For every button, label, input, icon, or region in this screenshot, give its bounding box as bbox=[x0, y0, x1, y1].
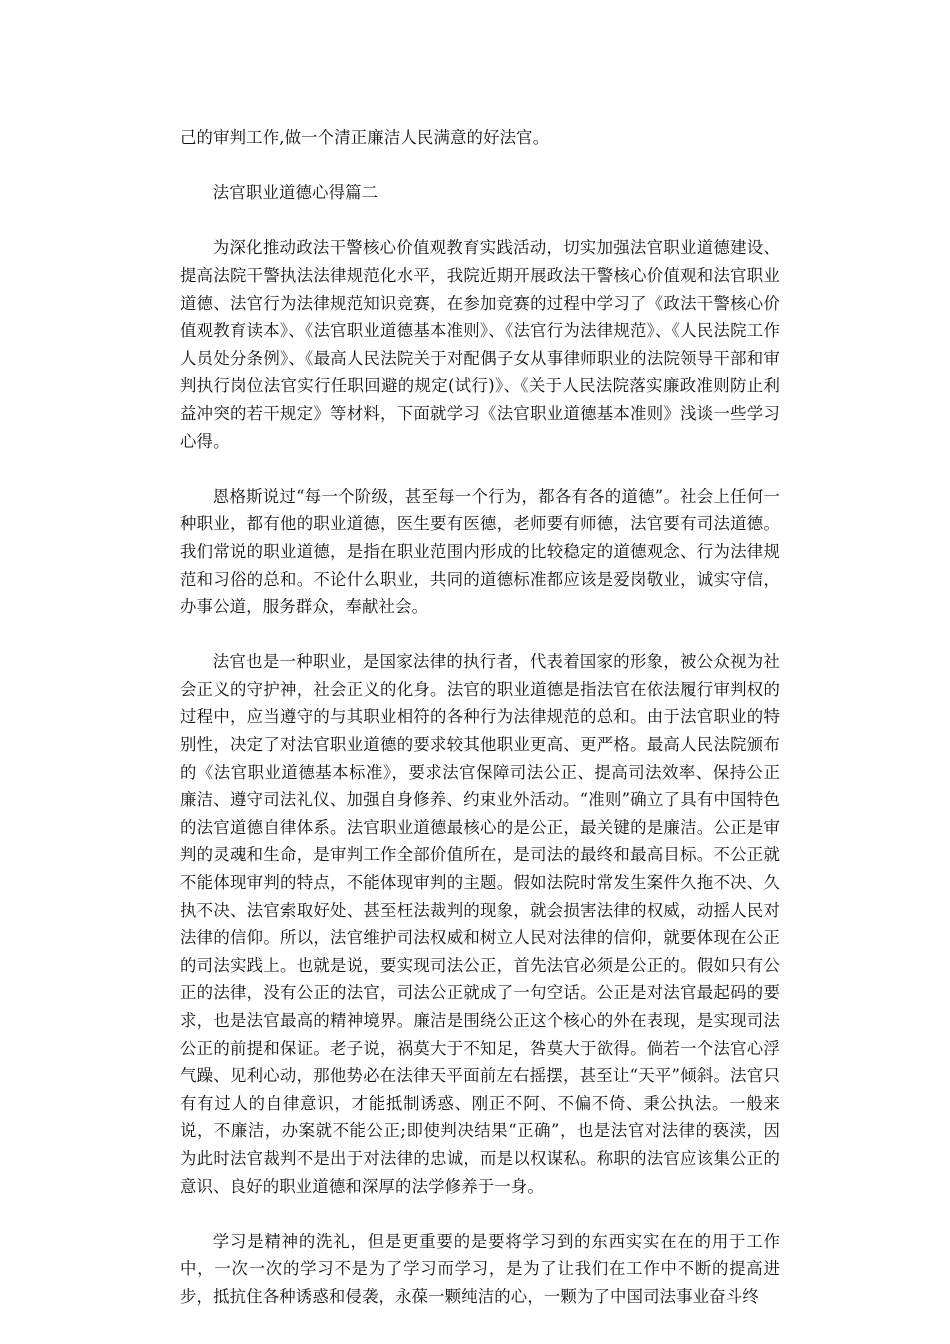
body-paragraph-study: 学习是精神的洗礼，但是更重要的是要将学习到的东西实实在在的用于工作中，一次一次的学习不是为了学习而学习，是为了让我们在工作中不断的提高进步，抵抗住各种诱惑和侵袭，永葆一颗纯洁的心，一颗为了中国司法事业奋斗终 bbox=[180, 1231, 780, 1306]
body-paragraph-intro: 为深化推动政法干警核心价值观教育实践活动，切实加强法官职业道德建设、提高法院干警执法法律规范化水平，我院近期开展政法干警核心价值观和法官职业道德、法官行为法律规范知识竞赛，在参加竞赛的过程中学习了《政法干警核心价值观教育读本》、《法官职业道德基本准则》、《法官行为法律规范》、《人民法院工作人员处分条例》、《最高人民法院关于对配偶子女从事律师职业的法院领导干部和审判执行岗位法官实行任职回避的规定(试行)》、《关于人民法院落实廉政准则防止利益冲突的若干规定》等材料，下面就学习《法官职业道德基本准则》浅谈一些学习心得。 bbox=[180, 238, 780, 451]
document-body bbox=[180, 124, 780, 1338]
continuation-paragraph: 己的审判工作,做一个清正廉洁人民满意的好法官。 bbox=[180, 128, 550, 147]
body-paragraph-engels: 恩格斯说过“每一个阶级，甚至每一个行为，都各有各的道德”。社会上任何一种职业，都有他的职业道德，医生要有医德，老师要有师德，法官要有司法道德。我们常说的职业道德，是指在职业范围内形成的比较稳定的道德观念、行为法律规范和习俗的总和。不论什么职业，共同的道德标准都应该是爱岗敬业，诚实守信，办事公道，服务群众，奉献社会。 bbox=[180, 486, 780, 617]
section-heading: 法官职业道德心得篇二 bbox=[212, 183, 379, 203]
body-paragraph-judge-ethics: 法官也是一种职业，是国家法律的执行者，代表着国家的形象，被公众视为社会正义的守护神，社会正义的化身。法官的职业道德是指法官在依法履行审判权的过程中，应当遵守的与其职业相符的各种行为法律规范的总和。由于法官职业的特别性，决定了对法官职业道德的要求较其他职业更高、更严格。最高人民法院颁布的《法官职业道德基本标准》，要求法官保障司法公正、提高司法效率、保持公正廉洁、遵守司法礼仪、加强自身修养、约束业外活动。“准则”确立了具有中国特色的法官道德自律体系。法官职业道德最核心的是公正，最关键的是廉洁。公正是审判的灵魂和生命，是审判工作全部价值所在，是司法的最终和最高目标。不公正就不能体现审判的特点，不能体现审判的主题。假如法院时常发生案件久拖不决、久执不决、法官索取好处、甚至枉法裁判的现象，就会损害法律的权威，动摇人民对法律的信仰。所以，法官维护司法权威和树立人民对法律的信仰，就要体现在公正的司法实践上。也就是说，要实现司法公正，首先法官必须是公正的。假如只有公正的法律，没有公正的法官，司法公正就成了一句空话。公正是对法官最起码的要求，也是法官最高的精神境界。廉洁是围绕公正这个核心的外在表现，是实现司法公正的前提和保证。老子说，祸莫大于不知足，咎莫大于欲得。倘若一个法官心浮气躁、见利心动，那他势必在法律天平面前左右摇摆，甚至让“天平”倾斜。法官只有有过人的自律意识，才能抵制诱惑、刚正不阿、不偏不倚、秉公执法。一般来说，不廉洁，办案就不能公正;即使判决结果“正确”，也是法官对法律的亵渎，因为此时法官裁判不是出于对法律的忠诚，而是以权谋私。称职的法官应该集公正的意识、良好的职业道德和深厚的法学修养于一身。 bbox=[180, 652, 780, 1196]
